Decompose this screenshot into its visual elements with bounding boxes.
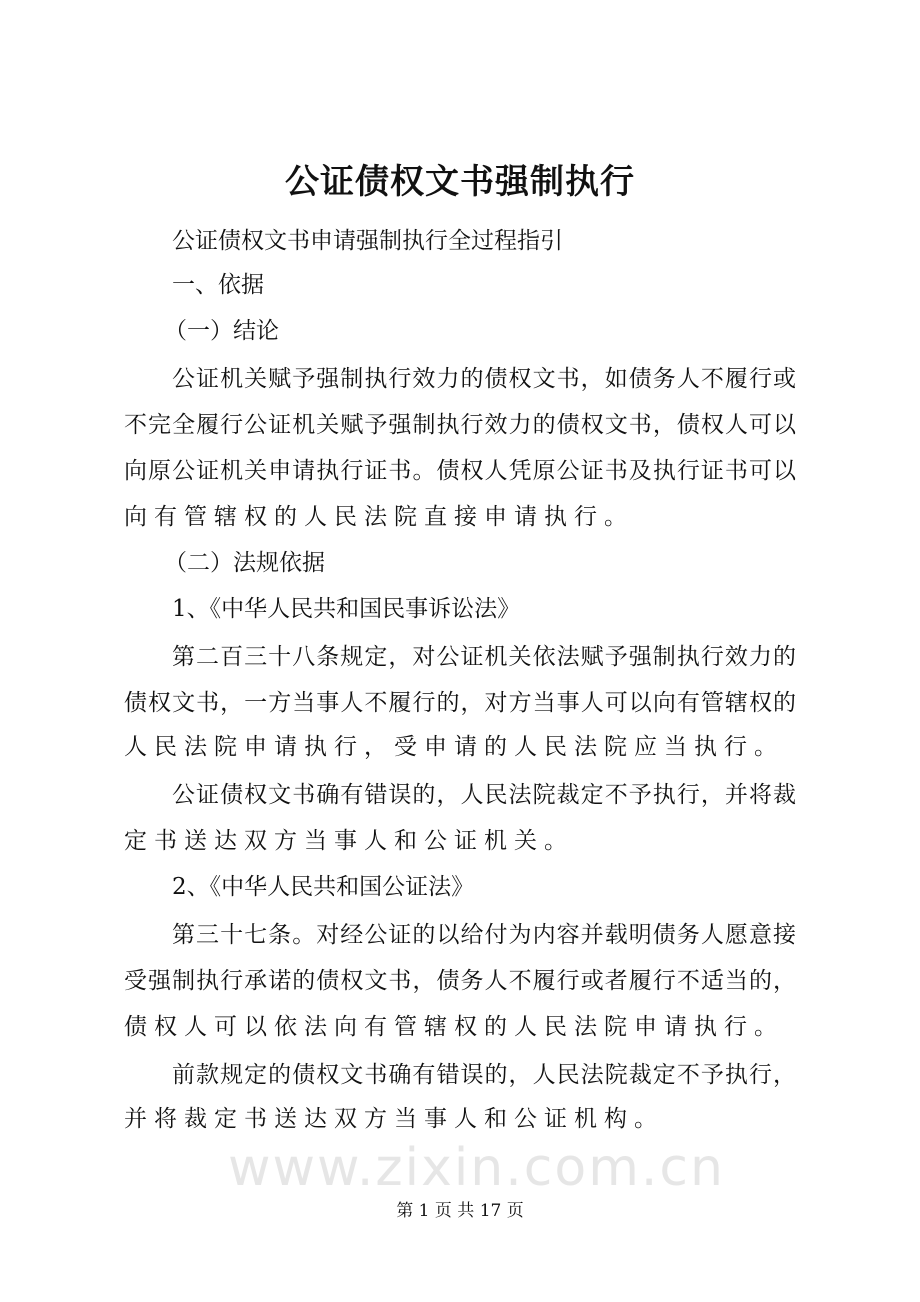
paragraph-line: 人民法院申请执行，受申请的人民法院应当执行。 [124, 734, 784, 760]
law-heading: 2、《中华人民共和国公证法》 [172, 874, 475, 900]
paragraph-line: 不完全履行公证机关赋予强制执行效力的债权文书，债权人可以 [124, 412, 796, 438]
subsection-heading: （一）结论 [164, 318, 279, 344]
paragraph-line: 债权文书，一方当事人不履行的，对方当事人可以向有管辖权的 [124, 690, 796, 716]
subtitle: 公证债权文书申请强制执行全过程指引 [172, 228, 563, 254]
page-footer: 第 1 页 共 17 页 [396, 1201, 524, 1221]
paragraph-line: 定书送达双方当事人和公证机关。 [124, 828, 574, 854]
paragraph-line: 债权人可以依法向有管辖权的人民法院申请执行。 [124, 1014, 784, 1040]
paragraph-line: 第三十七条。对经公证的以给付为内容并载明债务人愿意接 [172, 922, 796, 948]
section-heading: 一、依据 [172, 272, 264, 298]
paragraph-line: 向原公证机关申请执行证书。债权人凭原公证书及执行证书可以 [124, 458, 796, 484]
paragraph-line: 公证债权文书确有错误的，人民法院裁定不予执行，并将裁 [172, 782, 796, 808]
paragraph-line: 公证机关赋予强制执行效力的债权文书，如债务人不履行或 [172, 366, 796, 392]
paragraph-line: 受强制执行承诺的债权文书，债务人不履行或者履行不适当的， [124, 968, 796, 994]
law-heading: 1、《中华人民共和国民事诉讼法》 [172, 596, 521, 622]
paragraph-line: 并将裁定书送达双方当事人和公证机构。 [124, 1106, 664, 1132]
watermark: www.zixin.com.cn [228, 1138, 725, 1198]
paragraph-line: 向有管辖权的人民法院直接申请执行。 [124, 504, 634, 530]
subsection-heading: （二）法规依据 [164, 550, 325, 576]
paragraph-line: 前款规定的债权文书确有错误的，人民法院裁定不予执行， [172, 1062, 796, 1088]
document-title: 公证债权文书强制执行 [285, 162, 635, 202]
paragraph-line: 第二百三十八条规定，对公证机关依法赋予强制执行效力的 [172, 644, 796, 670]
